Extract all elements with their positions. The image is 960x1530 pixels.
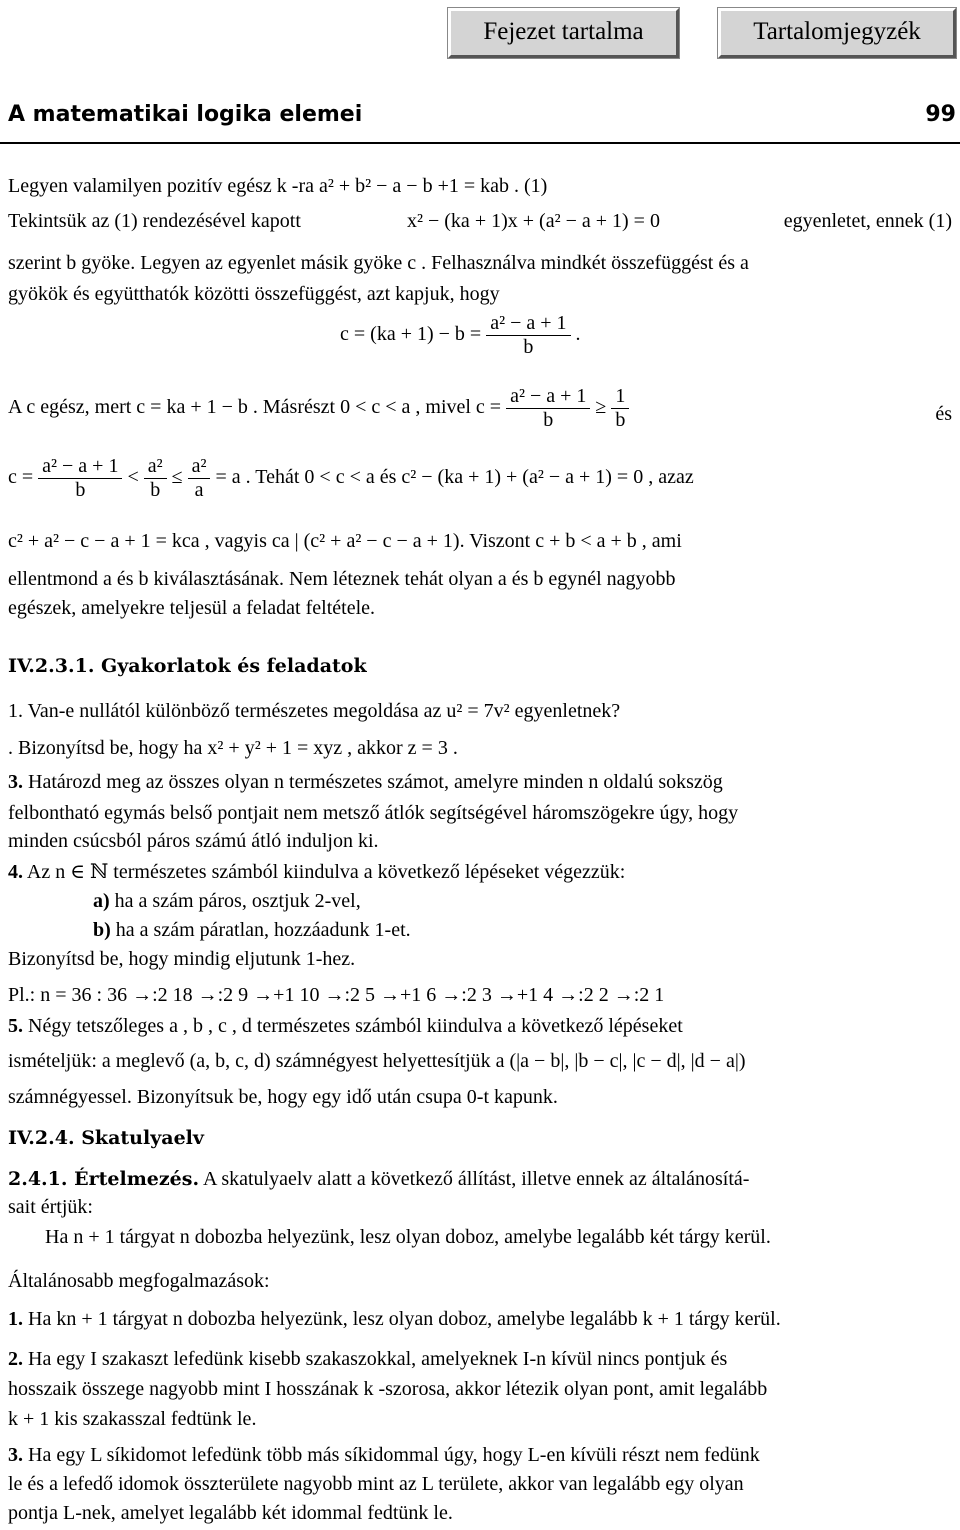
section-title: IV.2.4. Skatulyaelv: [8, 1127, 204, 1149]
text-line: Bizonyítsd be, hogy mindig eljutunk 1-hez.: [8, 948, 356, 970]
equation: x² − (ka + 1)x + (a² − a + 1) = 0: [407, 210, 660, 232]
numerator: 1: [611, 385, 629, 409]
item-label: 2.: [8, 1348, 23, 1370]
denominator: b: [523, 336, 534, 358]
text-segment: ha a szám páros, osztjuk 2-vel,: [109, 890, 361, 912]
numerator: a² − a + 1: [486, 312, 570, 336]
denominator: b: [615, 409, 626, 431]
exercise-1: 1. Van-e nullától különböző természetes megoldása az u² = 7v² egyenletnek?: [8, 700, 621, 722]
denominator: a: [194, 479, 204, 501]
fraction: [611, 385, 629, 432]
section-title: IV.2.3.1. Gyakorlatok és feladatok: [8, 655, 367, 677]
fraction: [188, 455, 211, 502]
page-number: 99: [925, 102, 956, 127]
denominator: b: [543, 409, 554, 431]
numerator: a²: [144, 455, 167, 479]
exercise-2: . Bizonyítsd be, hogy ha x² + y² + 1 = xyz , akkor z = 3 .: [8, 737, 458, 759]
text-segment: Az n ∈ ℕ természetes számból kiindulva a következő lépéseket végezzük:: [23, 861, 626, 883]
denominator: b: [150, 479, 161, 501]
exercise-label: 4.: [8, 861, 23, 883]
equation-left: c = (ka + 1) − b =: [340, 323, 482, 346]
text-segment: Határozd meg az összes olyan n természetes számot, amelyre minden n oldalú sokszög: [23, 771, 723, 793]
definition-line: [8, 1168, 749, 1191]
text-segment: Ha egy I szakaszt lefedünk kisebb szakaszokkal, amelyeknek I-n kívül nincs pontjuk és: [23, 1348, 728, 1370]
text-line: Legyen valamilyen pozitív egész k -ra a² + b² − a − b +1 = kab . (1): [8, 175, 548, 197]
exercise-label: 5.: [8, 1015, 23, 1037]
fraction: [38, 455, 122, 502]
relation: <: [127, 466, 139, 489]
text-segment: Ha kn + 1 tárgyat n dobozba helyezünk, lesz olyan doboz, amelybe legalább k + 1 tárgy kerül.: [23, 1308, 781, 1330]
text-line: c² + a² − c − a + 1 = kca , vagyis ca | (c² + a² − c − a + 1). Viszont c + b < a + b , ami: [8, 530, 682, 552]
text-segment: ha a szám páratlan, hozzáadunk 1-et.: [110, 919, 411, 941]
generalization-1: [8, 1308, 781, 1331]
text-line: szerint b gyöke. Legyen az egyenlet másik gyöke c . Felhasználva mindkét összefüggést és a: [8, 252, 749, 274]
numerator: a² − a + 1: [506, 385, 590, 409]
example-line: Pl.: n = 36 : 36 →:2 18 →:2 9 →+1 10 →:2 5 →+1 6 →:2 3 →+1 4 →:2 2 →:2 1: [8, 984, 665, 1006]
text-line: ellentmond a és b kiválasztásának. Nem léteznek tehát olyan a és b egynél nagyobb: [8, 568, 676, 590]
equation: [340, 312, 581, 359]
fraction: [144, 455, 167, 502]
fraction: [506, 385, 590, 432]
table-of-contents-button[interactable]: Tartalomjegyzék: [718, 8, 956, 58]
text-segment: A c egész, mert c = ka + 1 − b . Másrészt 0 < c < a , mivel c =: [8, 396, 502, 419]
chapter-contents-button[interactable]: Fejezet tartalma: [448, 8, 679, 58]
text-segment: Ha egy L síkidomot lefedünk több más síkidommal úgy, hogy L-en kívüli részt nem fedünk: [23, 1444, 760, 1466]
text-line: k + 1 kis szakasszal fedtünk le.: [8, 1408, 257, 1430]
denominator: b: [75, 479, 86, 501]
text-segment: A skatulyaelv alatt a következő állítást, illetve ennek az általánosítá-: [199, 1168, 750, 1190]
exercise-5: [8, 1015, 683, 1038]
text-line: Tekintsük az (1) rendezésével kapott: [8, 210, 301, 232]
header-rule: [0, 142, 960, 144]
principle-statement: Ha n + 1 tárgyat n dobozba helyezünk, lesz olyan doboz, amelybe legalább két tárgy kerül.: [45, 1226, 771, 1248]
relation: ≤: [171, 466, 183, 489]
text-line: hosszaik összege nagyobb mint I hosszának k -szorosa, akkor létezik olyan pont, amit legalább: [8, 1378, 768, 1400]
text-line: felbontható egymás belső pontjait nem metsző átlók segítségével háromszögekre úgy, hogy: [8, 802, 739, 824]
exercise-4: [8, 859, 625, 884]
generalization-2: [8, 1348, 727, 1371]
numerator: a²: [188, 455, 211, 479]
text-segment: = a . Tehát 0 < c < a és c² − (ka + 1) + (a² − a + 1) = 0 , azaz: [215, 466, 694, 489]
text-line: [8, 385, 629, 432]
exercise-3: [8, 771, 723, 794]
list-item: [93, 919, 411, 942]
page-header: [8, 102, 956, 127]
generalization-3: [8, 1444, 760, 1467]
text-segment: és: [935, 403, 952, 425]
text-line: ismételjük: a meglevő (a, b, c, d) számnégyest helyettesítjük a (|a − b|, |b − c|, |c − d|, |d − a|): [8, 1050, 746, 1072]
chapter-title: A matematikai logika elemei: [8, 102, 363, 127]
text-line: sait értjük:: [8, 1196, 93, 1218]
text-line: Általánosabb megfogalmazások:: [8, 1270, 270, 1292]
item-label: 3.: [8, 1444, 23, 1466]
text-segment: Négy tetszőleges a , b , c , d természetes számból kiindulva a következő lépéseket: [23, 1015, 683, 1037]
exercise-label: 3.: [8, 771, 23, 793]
item-label: b): [93, 919, 111, 941]
text-line: gyökök és együtthatók közötti összefüggést, azt kapjuk, hogy: [8, 283, 500, 305]
text-segment: c =: [8, 466, 34, 489]
fraction: [486, 312, 570, 359]
text-line: [8, 455, 694, 502]
text-line: le és a lefedő idomok összterülete nagyobb mint az L területe, akkor van legalább egy olyan: [8, 1473, 744, 1495]
text-line: pontja L-nek, amelyet legalább két idommal fedtünk le.: [8, 1502, 453, 1524]
text-line: egyenletet, ennek (1): [783, 210, 952, 232]
text-line: egészek, amelyekre teljesül a feladat feltétele.: [8, 597, 376, 619]
item-label: a): [93, 890, 110, 912]
relation: ≥: [595, 396, 607, 419]
numerator: a² − a + 1: [38, 455, 122, 479]
text-line: számnégyessel. Bizonyítsuk be, hogy egy idő után csupa 0-t kapunk.: [8, 1086, 558, 1108]
list-item: [93, 890, 361, 913]
definition-label: 2.4.1. Értelmezés.: [8, 1168, 200, 1190]
text-line: minden csúcsból páros számú átló induljon ki.: [8, 830, 379, 852]
equation-end: .: [575, 323, 581, 346]
item-label: 1.: [8, 1308, 23, 1330]
